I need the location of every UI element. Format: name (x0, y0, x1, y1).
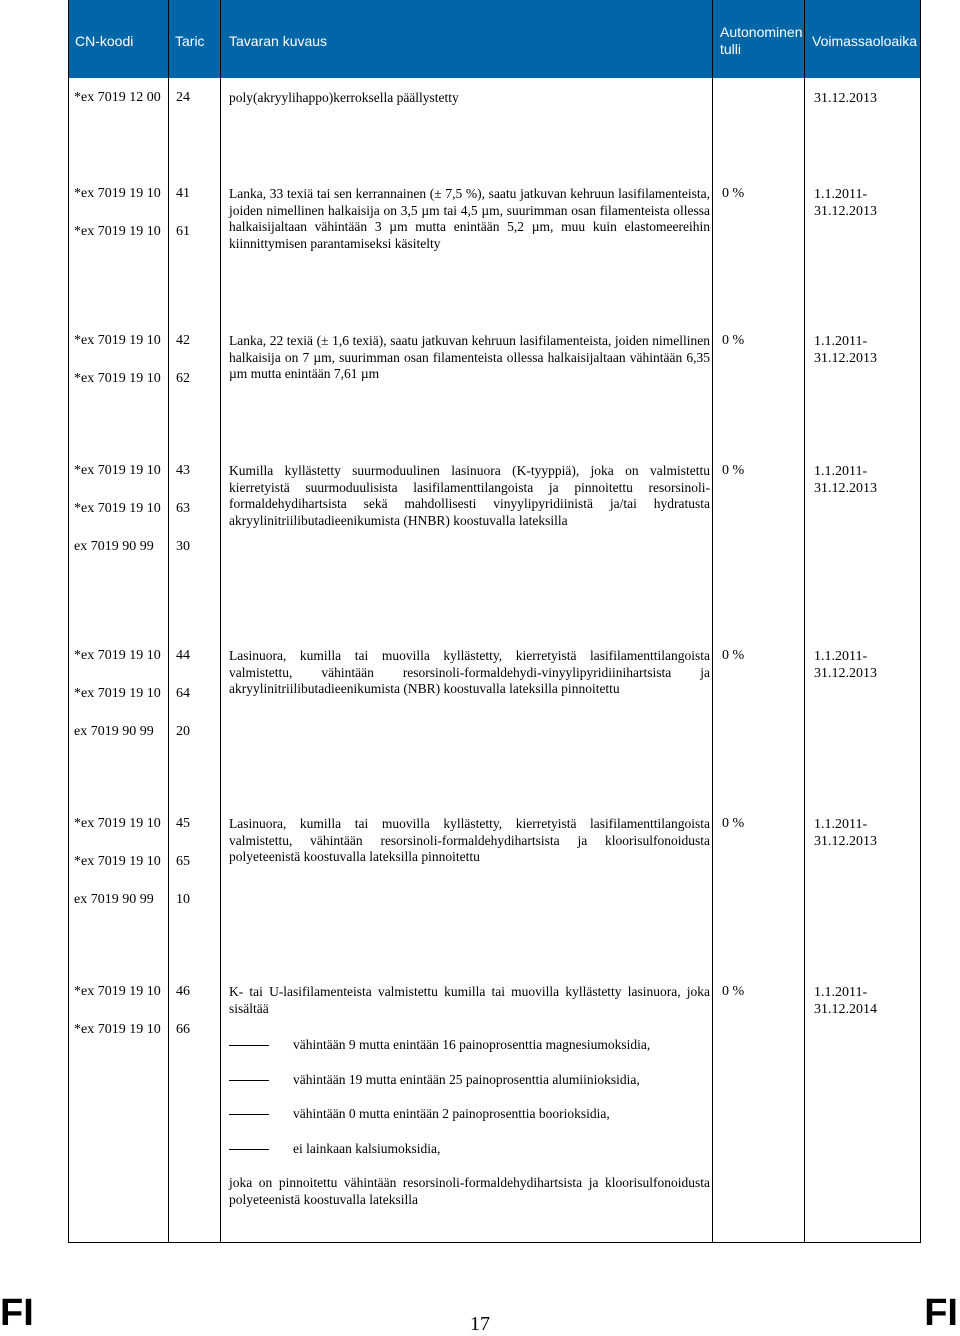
duty-rate: 0 % (722, 648, 745, 663)
cn-code: ex 7019 90 99 (74, 539, 154, 554)
validity-period: 1.1.2011- 31.12.2013 (814, 817, 877, 849)
taric-code: 65 (176, 854, 190, 869)
goods-description: Lanka, 22 texiä (± 1,6 texiä), saatu jatkuvan kehruun lasifilamenteista, joiden nimellinen halkaisija on 7 µm, suurimman osan filamenteista ollessa halkaisijaltaan vähintään 6,35 µm mutta enintään 7,61 µm (229, 333, 710, 381)
column-divider (712, 0, 713, 1243)
cn-code: ex 7019 90 99 (74, 892, 154, 907)
table-border-left (68, 0, 69, 1243)
header-autonomous-duty: Autonominen tulli (720, 24, 803, 57)
goods-description: Kumilla kyllästetty suurmoduulinen lasinuora (K-tyyppiä), joka on valmistettu kierretyistä suurmoduulisista lasifilamenttilangoista ja pinnoitettu resorsinoli-formaldehydihartsista sekä mahdollisesti vinyylipyridiinistä ja/tai hydratusta akryylinitriilibutadieenikumista (HNBR) koostuvalla lateksilla (229, 463, 710, 528)
dash-marker (229, 1149, 269, 1150)
validity-period: 1.1.2011- 31.12.2014 (814, 985, 877, 1017)
cn-code: *ex 7019 19 10 (74, 648, 161, 663)
goods-description: Lasinuora, kumilla tai muovilla kyllästetty, kierretyistä lasifilamenttilangoista valmistettu, vähintään resorsinoli-formaldehydi-vinyylipyridiinihartsista ja akryylinitriilibutadieenikumista (NBR) koostuvalla lateksilla pinnoitettu (229, 648, 710, 696)
taric-code: 63 (176, 501, 190, 516)
goods-description: Lanka, 33 texiä tai sen kerrannainen (± 7,5 %), saatu jatkuvan kehruun lasifilamenteista, joiden nimellinen halkaisija on 3,5 µm tai 4,5 µm, suurimman osan filamenteista ollessa halkaisijaltaan vähintään 3 µm mutta enintään 5,2 µm, muu kuin elastomeereihin kiinnittymisen parantamiseksi käsitelty (229, 186, 710, 251)
goods-description: Lasinuora, kumilla tai muovilla kyllästetty, kierretyistä lasifilamenttilangoista valmistettu, vähintään resorsinoli-formaldehydihartsista ja kloorisulfonoidusta polyeteenistä koostuvalla lateksilla pinnoitettu (229, 816, 710, 864)
table-border-bottom (68, 1242, 921, 1243)
cn-code: *ex 7019 19 10 (74, 463, 161, 478)
duty-rate: 0 % (722, 333, 745, 348)
taric-code: 20 (176, 724, 190, 739)
cn-code: *ex 7019 19 10 (74, 501, 161, 516)
validity-period: 1.1.2011- 31.12.2013 (814, 187, 877, 219)
taric-code: 41 (176, 186, 190, 201)
language-code-right: FI (924, 1292, 958, 1334)
tariff-table (68, 0, 921, 1243)
taric-code: 44 (176, 648, 190, 663)
taric-code: 42 (176, 333, 190, 348)
dash-marker (229, 1045, 269, 1046)
cn-code: *ex 7019 19 10 (74, 984, 161, 999)
cn-code: *ex 7019 19 10 (74, 224, 161, 239)
taric-code: 46 (176, 984, 190, 999)
taric-code: 10 (176, 892, 190, 907)
header-validity: Voimassaoloaika (812, 33, 918, 49)
taric-code: 64 (176, 686, 190, 701)
column-divider (220, 0, 221, 1243)
cn-code: *ex 7019 19 10 (74, 854, 161, 869)
duty-rate: 0 % (722, 816, 745, 831)
validity-period: 1.1.2011- 31.12.2013 (814, 334, 877, 366)
goods-description (229, 984, 710, 1208)
composition-item: vähintään 9 mutta enintään 16 painoprosenttia magnesiumoksidia, (229, 1037, 710, 1054)
duty-rate: 0 % (722, 463, 745, 478)
cn-code: *ex 7019 19 10 (74, 186, 161, 201)
taric-code: 43 (176, 463, 190, 478)
header-taric: Taric (175, 33, 205, 49)
table-border-right (920, 0, 921, 1243)
dash-marker (229, 1114, 269, 1115)
description-end: joka on pinnoitettu vähintään resorsinoli-formaldehydihartsista ja kloorisulfonoidusta polyeteenistä koostuvalla lateksilla (229, 1175, 710, 1207)
page-number: 17 (470, 1313, 490, 1335)
validity-period: 1.1.2011- 31.12.2013 (814, 649, 877, 681)
validity-period: 31.12.2013 (814, 91, 877, 106)
cn-code: *ex 7019 19 10 (74, 816, 161, 831)
composition-item: vähintään 19 mutta enintään 25 painoprosenttia alumiinioksidia, (229, 1072, 710, 1089)
goods-description: poly(akryylihappo)kerroksella päällystetty (229, 90, 459, 105)
cn-code: *ex 7019 19 10 (74, 1022, 161, 1037)
validity-period: 1.1.2011- 31.12.2013 (814, 464, 877, 496)
column-divider (804, 0, 805, 1243)
duty-rate: 0 % (722, 186, 745, 201)
taric-code: 24 (176, 90, 190, 105)
composition-item: ei lainkaan kalsiumoksidia, (229, 1141, 710, 1158)
taric-code: 45 (176, 816, 190, 831)
cn-code: *ex 7019 12 00 (74, 90, 161, 105)
language-code-left: FI (0, 1292, 34, 1334)
header-cn-code: CN-koodi (75, 33, 134, 49)
table-header (68, 0, 921, 78)
duty-rate: 0 % (722, 984, 745, 999)
column-divider (168, 0, 169, 1243)
cn-code: *ex 7019 19 10 (74, 686, 161, 701)
header-description: Tavaran kuvaus (229, 33, 328, 49)
taric-code: 62 (176, 371, 190, 386)
taric-code: 61 (176, 224, 190, 239)
cn-code: *ex 7019 19 10 (74, 371, 161, 386)
cn-code: *ex 7019 19 10 (74, 333, 161, 348)
composition-item: vähintään 0 mutta enintään 2 painoprosenttia boorioksidia, (229, 1106, 710, 1123)
taric-code: 66 (176, 1022, 190, 1037)
dash-marker (229, 1080, 269, 1081)
cn-code: ex 7019 90 99 (74, 724, 154, 739)
description-intro: K- tai U-lasifilamenteista valmistettu kumilla tai muovilla kyllästetty lasinuora, joka sisältää (229, 984, 710, 1016)
taric-code: 30 (176, 539, 190, 554)
